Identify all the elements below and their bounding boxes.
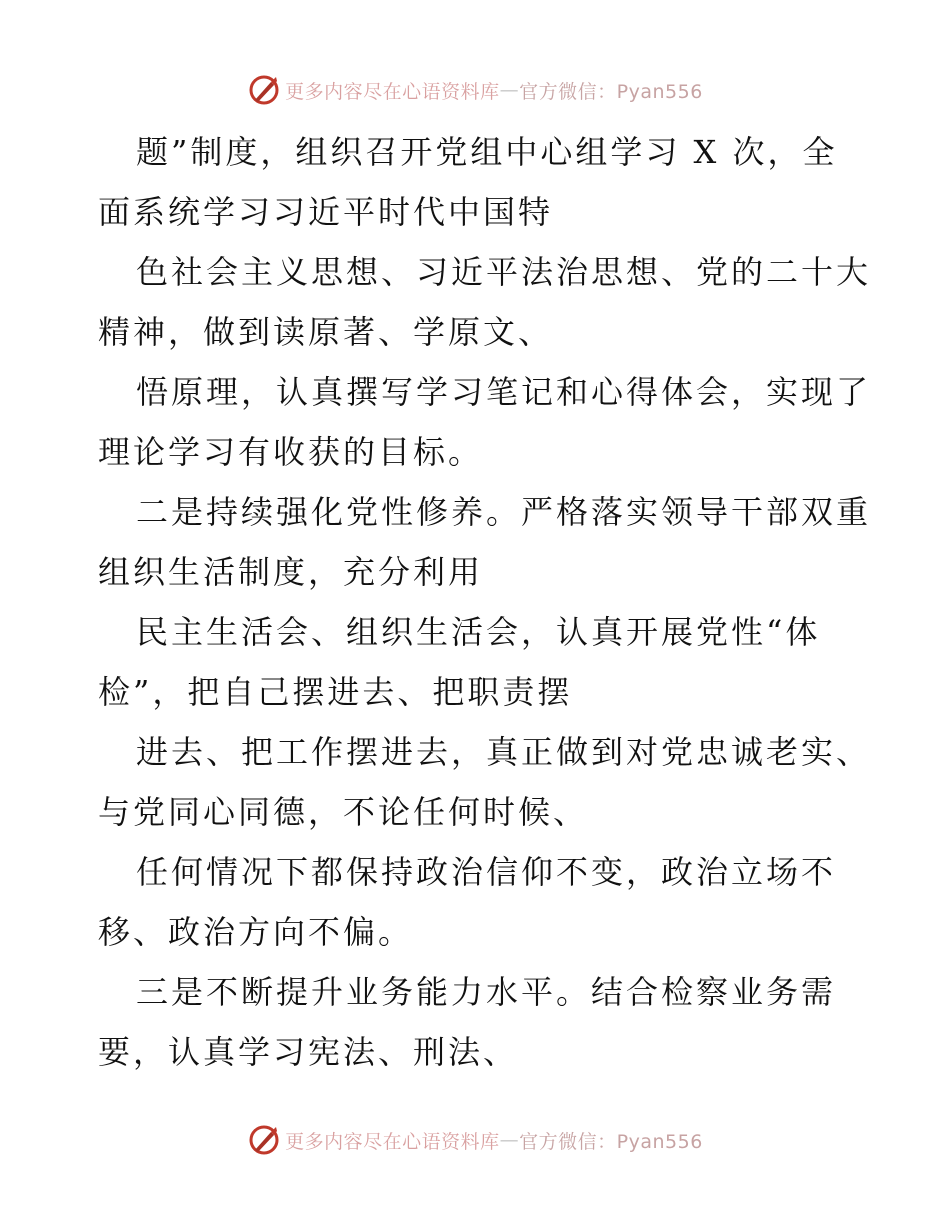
quill-logo-icon: [247, 1123, 281, 1157]
text-line: 精神，做到读原著、学原文、: [98, 313, 554, 351]
text-line: 二是持续强化党性修养。严格落实领导干部双重: [136, 493, 872, 531]
watermark-separator: —: [499, 79, 520, 101]
text-line: 要，认真学习宪法、刑法、: [98, 1033, 519, 1071]
watermark-main-text: 更多内容尽在心语资料库: [285, 1130, 500, 1153]
document-body: [98, 122, 872, 1082]
watermark-wechat-text: 官方微信：Pyan556: [519, 1130, 703, 1153]
text-line: 民主生活会、组织生活会，认真开展党性“体: [136, 613, 821, 651]
text-line: 进去、把工作摆进去，真正做到对党忠诚老实、: [136, 733, 872, 771]
text-line: 悟原理，认真撰写学习笔记和心得体会，实现了: [136, 373, 872, 411]
header-watermark: [0, 70, 950, 110]
text-line: 题”制度，组织召开党组中心组学习 X 次，全: [136, 133, 838, 171]
watermark-wechat-text: 官方微信：Pyan556: [519, 80, 703, 103]
text-line: 三是不断提升业务能力水平。结合检察业务需: [136, 973, 837, 1011]
text-line: 理论学习有收获的目标。: [98, 433, 484, 471]
text-line: 移、政治方向不偏。: [98, 913, 414, 951]
text-line: 组织生活制度，充分利用: [98, 553, 484, 591]
watermark-separator: —: [499, 1129, 520, 1151]
quill-logo-icon: [247, 73, 281, 107]
text-line: 与党同心同德，不论任何时候、: [98, 793, 589, 831]
text-line: 色社会主义思想、习近平法治思想、党的二十大: [136, 253, 872, 291]
watermark-main-text: 更多内容尽在心语资料库: [285, 80, 500, 103]
text-line: 检”，把自己摆进去、把职责摆: [98, 673, 573, 711]
footer-watermark: [0, 1120, 950, 1160]
text-line: 任何情况下都保持政治信仰不变，政治立场不: [136, 853, 837, 891]
text-line: 面系统学习习近平时代中国特: [98, 193, 554, 231]
